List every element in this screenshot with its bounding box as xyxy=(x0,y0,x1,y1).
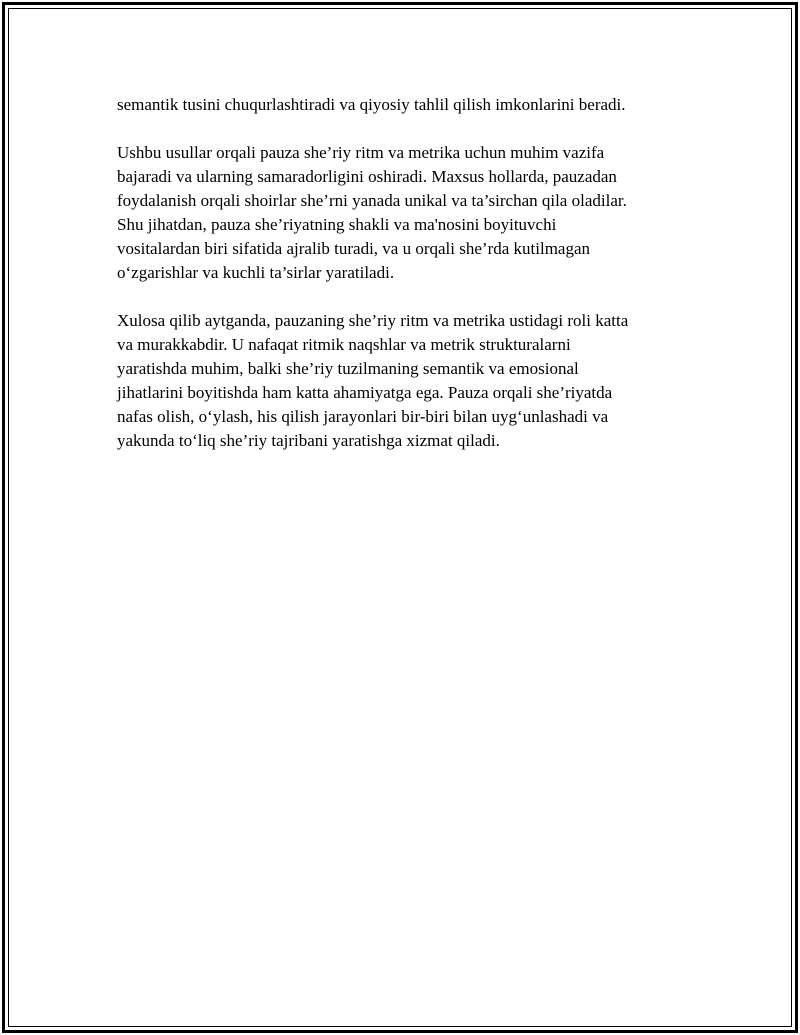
document-body xyxy=(117,93,707,477)
paragraph-3 xyxy=(117,309,707,453)
text-line: o‘zgarishlar va kuchli ta’sirlar yaratiladi. xyxy=(117,263,395,282)
text-line: semantik tusini chuqurlashtiradi va qiyosiy tahlil qilish imkonlarini beradi. xyxy=(117,95,626,114)
text-line: yakunda to‘liq she’riy tajribani yaratishga xizmat qiladi. xyxy=(117,431,500,450)
text-line: yaratishda muhim, balki she’riy tuzilmaning semantik va emosional xyxy=(117,359,579,378)
text-line: foydalanish orqali shoirlar she’rni yanada unikal va ta’sirchan qila oladilar. xyxy=(117,191,627,210)
text-line: bajaradi va ularning samaradorligini oshiradi. Maxsus hollarda, pauzadan xyxy=(117,167,617,186)
text-line: va murakkabdir. U nafaqat ritmik naqshlar va metrik strukturalarni xyxy=(117,335,571,354)
text-line: Ushbu usullar orqali pauza she’riy ritm va metrika uchun muhim vazifa xyxy=(117,143,605,162)
paragraph-2 xyxy=(117,141,707,285)
paragraph-1 xyxy=(117,93,707,117)
text-line: Xulosa qilib aytganda, pauzaning she’riy ritm va metrika ustidagi roli katta xyxy=(117,311,629,330)
text-line: nafas olish, o‘ylash, his qilish jarayonlari bir-biri bilan uyg‘unlashadi va xyxy=(117,407,609,426)
text-line: jihatlarini boyitishda ham katta ahamiyatga ega. Pauza orqali she’riyatda xyxy=(117,383,613,402)
text-line: Shu jihatdan, pauza she’riyatning shakli va ma'nosini boyituvchi xyxy=(117,215,557,234)
text-line: vositalardan biri sifatida ajralib turadi, va u orqali she’rda kutilmagan xyxy=(117,239,591,258)
